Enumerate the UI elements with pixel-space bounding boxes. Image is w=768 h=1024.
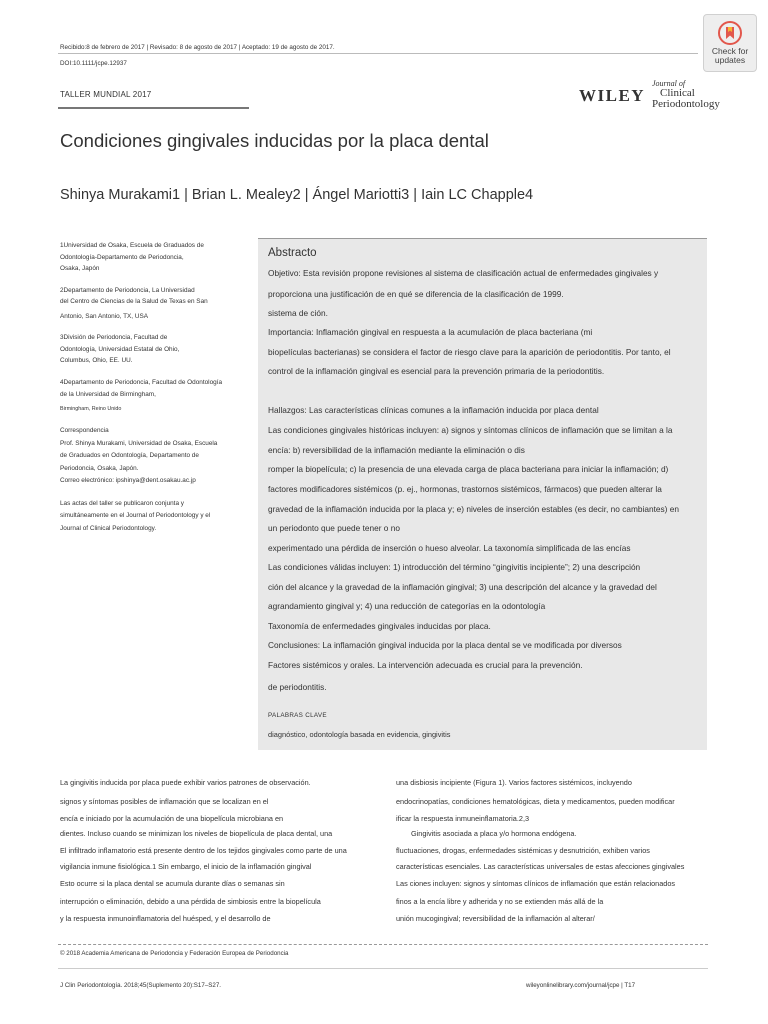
footer-divider <box>58 968 708 969</box>
body-line: vigilancia inmune fisiológica.1 Sin embargo, el inicio de la inflamación gingival <box>60 862 312 871</box>
affiliation-item <box>60 377 240 416</box>
check-updates-line2: updates <box>714 55 746 65</box>
affiliation-line: Odontología-Departamento de Periodoncia, <box>60 253 184 261</box>
abstract-line: Hallazgos: Las características clínicas comunes a la inflamación inducida por placa dental <box>268 405 599 415</box>
footer-divider <box>58 944 708 945</box>
affiliation-line: del Centro de Ciencias de la Salud de Texas en San <box>60 298 208 305</box>
note-line: Journal of Clinical Periodontology. <box>60 524 157 532</box>
body-line: finos a la encía libre y adherida y no se extienden más allá de la <box>396 897 604 906</box>
body-line: endocrinopatías, condiciones hematológicas, dieta y medicamentos, pueden modificar <box>396 797 675 806</box>
body-line: El infiltrado inflamatorio está presente dentro de los tejidos gingivales como parte de una <box>60 846 347 855</box>
body-line: características esenciales. Las características universales de estas afecciones gingivales <box>396 862 685 871</box>
abstract-line: Las condiciones válidas incluyen: 1) introducción del término “gingivitis incipiente”; 2) una descripción <box>268 562 641 572</box>
abstract-line: agrandamiento gingival y; 4) una reducción de categorías en la odontología <box>268 601 546 611</box>
correspondence-line: Periodoncia, Osaka, Japón. <box>60 464 139 472</box>
note-line: Las actas del taller se publicaron conjunta y <box>60 499 184 507</box>
journal-logo <box>652 80 720 110</box>
abstract-line: de periodontitis. <box>268 682 327 692</box>
body-line: fluctuaciones, drogas, enfermedades sistémicas y desnutrición, exhiben varios <box>396 846 650 855</box>
affiliation-item <box>60 240 240 275</box>
doi[interactable]: DOI:10.1111/jcpe.12937 <box>60 60 127 67</box>
body-line: una disbiosis incipiente (Figura 1). Varios factores sistémicos, incluyendo <box>396 778 632 787</box>
affiliation-line: Antonio, San Antonio, TX, USA <box>60 312 148 320</box>
keywords-label: PALABRAS CLAVE <box>268 712 327 719</box>
abstract-line: romper la biopelícula; c) la presencia de una elevada carga de placa bacteriana para iniciar la inflamación; d) <box>268 464 669 474</box>
abstract-line: experimentado una pérdida de inserción o hueso alveolar. La taxonomía simplificada de las encías <box>268 543 631 553</box>
article-title: Condiciones gingivales inducidas por la placa dental <box>60 130 489 151</box>
affiliation-line: 3División de Periodoncia, Facultad de <box>60 334 168 341</box>
body-line: unión mucogingival; reversibilidad de la inflamación al alterar/ <box>396 914 595 923</box>
abstract-line: factores modificadores sistémicos (p. ej., hormonas, trastornos sistémicos, fármacos) que pueden alterar la <box>268 484 662 494</box>
journal-logo-line3: Periodontology <box>652 98 720 110</box>
correspondence <box>60 425 240 488</box>
publication-note <box>60 498 240 536</box>
abstract-line: gravedad de la inflamación inducida por la placa y; e) niveles de inserción estables (es decir, no cambiantes) en <box>268 504 679 514</box>
keywords: diagnóstico, odontología basada en evidencia, gingivitis <box>268 730 451 739</box>
correspondence-heading: Correspondencia <box>60 427 109 434</box>
received-dates: Recibido:8 de febrero de 2017 | Revisado: 8 de agosto de 2017 | Aceptado: 19 de agosto de 2017. <box>60 44 335 51</box>
body-line: signos y síntomas posibles de inflamación que se localizan en el <box>60 797 269 806</box>
affiliation-line: Columbus, Ohio, EE. UU. <box>60 357 133 364</box>
abstract-line: encía: b) reversibilidad de la inflamación mediante la eliminación o dis <box>268 445 525 455</box>
body-line: Esto ocurre si la placa dental se acumula durante días o semanas sin <box>60 879 285 888</box>
abstract-line: control de la inflamación gingival es esencial para la prevención primaria de la periodontitis. <box>268 366 605 376</box>
abstract-line: Las condiciones gingivales históricas incluyen: a) signos y síntomas clínicos de inflamación que se limitan a la <box>268 425 673 435</box>
section-underline <box>58 107 249 109</box>
section-label: TALLER MUNDIAL 2017 <box>60 90 152 99</box>
citation: J Clin Periodontología. 2018;45(Suplemento 20):S17–S27. <box>60 982 221 989</box>
body-line: ificar la respuesta inmuneinflamatoria.2,3 <box>396 814 530 823</box>
affiliation-item <box>60 332 240 367</box>
abstract-line: ción del alcance y la gravedad de la inflamación gingival; 3) una descripción del alcance y la gravedad del <box>268 582 657 592</box>
affiliation-line: de la Universidad de Birmingham, <box>60 391 156 398</box>
body-line: interrupción o eliminación, debido a una pérdida de simbiosis entre la biopelícula <box>60 897 321 906</box>
check-updates-line1: Check for <box>711 46 749 56</box>
abstract-line: biopelículas bacterianas) se considera el factor de riesgo clave para la aparición de periodontitis. Por tanto, el <box>268 347 671 357</box>
abstract-line: Objetivo: Esta revisión propone revisiones al sistema de clasificación actual de enfermedades gingivales y <box>268 268 659 278</box>
abstract-heading: Abstracto <box>268 247 317 259</box>
publisher-logo: WILEY <box>579 86 646 105</box>
body-line: encía e iniciado por la acumulación de una biopelícula microbiana en <box>60 814 284 823</box>
journal-site-link[interactable]: wileyonlinelibrary.com/journal/jcpe | T17 <box>526 982 636 989</box>
copyright: © 2018 Academia Americana de Periodoncia y Federación Europea de Periodoncia <box>60 950 289 957</box>
affiliation-item <box>60 285 240 323</box>
body-line: Las ciones incluyen: signos y síntomas clínicos de inflamación que están relacionados <box>396 879 676 888</box>
header-divider <box>58 53 698 54</box>
body-line: dientes. Incluso cuando se minimizan los niveles de biopelícula de placa dental, una <box>60 829 333 838</box>
correspondence-line: Prof. Shinya Murakami, Universidad de Osaka, Escuela <box>60 439 218 447</box>
abstract-line: Conclusiones: La inflamación gingival inducida por la placa dental se ve modificada por diversos <box>268 640 622 650</box>
author-list: Shinya Murakami1 | Brian L. Mealey2 | Ángel Mariotti3 | Iain LC Chapple4 <box>60 187 534 203</box>
journal-logo-line1: Journal of <box>652 79 686 88</box>
abstract-line: Importancia: Inflamación gingival en respuesta a la acumulación de placa bacteriana (mi <box>268 327 593 337</box>
affiliation-line: 2Departamento de Periodoncia, La Universidad <box>60 286 195 294</box>
abstract-top-rule <box>258 238 707 239</box>
body-line: Gingivitis asociada a placa y/o hormona endógena. <box>411 829 577 838</box>
abstract-line: Taxonomía de enfermedades gingivales inducidas por placa. <box>268 621 491 631</box>
abstract-line: proporciona una justificación de en qué se diferencia de la clasificación de 1999. <box>268 289 564 299</box>
check-for-updates-button[interactable] <box>703 14 757 72</box>
correspondence-email[interactable]: Correo electrónico: ipshinya@dent.osakau.ac.jp <box>60 477 196 484</box>
body-line: La gingivitis inducida por placa puede exhibir varios patrones de observación. <box>60 778 311 787</box>
journal-logo-line2: Clinical <box>660 87 695 99</box>
body-line: y la respuesta inmunoinflamatoria del huésped, y el desarrollo de <box>60 914 271 923</box>
correspondence-line: de Graduados en Odontología, Departamento de <box>60 452 199 459</box>
affiliation-line: Osaka, Japón <box>60 265 100 272</box>
affiliations <box>60 240 240 535</box>
abstract-line: sistema de ción. <box>268 308 328 318</box>
affiliation-line: Odontología, Universidad Estatal de Ohio, <box>60 345 180 353</box>
abstract-line: Factores sistémicos y orales. La intervención adecuada es crucial para la prevención. <box>268 660 583 670</box>
bookmark-icon <box>718 21 742 45</box>
note-line: simultáneamente en el Journal of Periodontology y el <box>60 512 211 519</box>
abstract-line: un periodonto que puede tener o no <box>268 523 400 533</box>
article-metadata <box>60 44 335 76</box>
affiliation-line: Birmingham, Reino Unido <box>60 405 122 412</box>
affiliation-line: 1Universidad de Osaka, Escuela de Graduados de <box>60 242 204 249</box>
affiliation-line: 4Departamento de Periodoncia, Facultad de Odontología <box>60 378 223 386</box>
